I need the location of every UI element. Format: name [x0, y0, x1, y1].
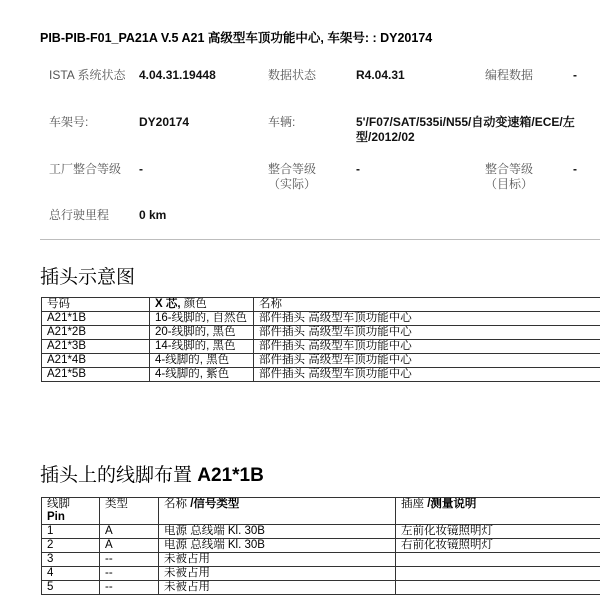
pin-layout-heading-connector: A21*1B [197, 465, 264, 486]
header-socket-note [396, 498, 600, 525]
data-status-value: R4.04.31 [356, 68, 405, 82]
table-row [42, 312, 600, 326]
header-colour-text: 颜色 [180, 298, 207, 310]
connector-pins: 16-线脚的, 自然色 [150, 312, 254, 326]
pin-layout-heading [40, 460, 264, 487]
pin-number: 5 [42, 581, 100, 595]
mileage-value: 0 km [139, 208, 167, 222]
table-row [42, 340, 600, 354]
table-row [42, 539, 600, 553]
mileage-label: 总行驶里程 [49, 208, 110, 222]
header-pin-cn: 线脚 [47, 498, 70, 510]
pin-name: 电源 总线端 Kl. 30B [159, 539, 396, 553]
pin-note: 左前化妆镜照明灯 [396, 525, 600, 539]
pin-number: 2 [42, 539, 100, 553]
connector-pins: 4-线脚的, 紫色 [150, 368, 254, 382]
table-row [42, 368, 600, 382]
pin-type: -- [100, 567, 159, 581]
connector-pins: 20-线脚的, 黑色 [150, 326, 254, 340]
connector-overview-heading: 插头示意图 [40, 267, 136, 288]
table-header-row [42, 498, 600, 525]
connector-number: A21*2B [42, 326, 150, 340]
vehicle-info-block [40, 55, 600, 240]
vehicle-label: 车辆: [268, 115, 296, 129]
programming-data-value: - [573, 68, 577, 82]
pin-number: 4 [42, 567, 100, 581]
vehicle-value: 5'/F07/SAT/535i/N55/自动变速箱/ECE/左型/2012/02 [356, 115, 575, 144]
header-socket-text: 插座 [401, 498, 428, 510]
pin-type: A [100, 525, 159, 539]
pin-name: 电源 总线端 Kl. 30B [159, 525, 396, 539]
header-signal-text: /信号类型 [190, 498, 240, 510]
pin-number: 1 [42, 525, 100, 539]
connector-name: 部件插头 高级型车顶功能中心 [254, 368, 600, 382]
header-note-text: /测量说明 [427, 498, 477, 510]
connector-pins: 4-线脚的, 黑色 [150, 354, 254, 368]
table-row [42, 553, 600, 567]
connector-number: A21*1B [42, 312, 150, 326]
header-type: 类型 [100, 498, 159, 525]
connector-pins: 14-线脚的, 黑色 [150, 340, 254, 354]
pin-note [396, 581, 600, 595]
vin-value: DY20174 [139, 115, 190, 129]
factory-level-value: - [139, 162, 143, 176]
table-row [42, 354, 600, 368]
connector-name: 部件插头 高级型车顶功能中心 [254, 354, 600, 368]
document-title: PIB-PIB-F01_PA21A V.5 A21 高级型车顶功能中心, 车架号: : DY20174 [40, 31, 433, 45]
table-row [42, 525, 600, 539]
pin-name: 未被占用 [159, 567, 396, 581]
target-level-value: - [573, 162, 577, 176]
connector-number: A21*4B [42, 354, 150, 368]
pin-type: -- [100, 581, 159, 595]
header-number: 号码 [42, 298, 150, 312]
pin-type: -- [100, 553, 159, 567]
pin-number: 3 [42, 553, 100, 567]
header-pin [42, 498, 100, 525]
table-row [42, 326, 600, 340]
programming-data-label: 编程数据 [485, 68, 534, 82]
pin-note [396, 553, 600, 567]
header-name: 名称 [254, 298, 600, 312]
table-row [42, 567, 600, 581]
connector-overview-table [41, 297, 600, 382]
pin-layout-heading-text: 插头上的线脚布置 [40, 465, 198, 486]
factory-level-label: 工厂整合等级 [49, 162, 122, 176]
connector-number: A21*5B [42, 368, 150, 382]
ista-version-value: 4.04.31.19448 [139, 68, 216, 82]
connector-name: 部件插头 高级型车顶功能中心 [254, 326, 600, 340]
header-name-signal [159, 498, 396, 525]
header-pins-colour [150, 298, 254, 312]
connector-name: 部件插头 高级型车顶功能中心 [254, 340, 600, 354]
table-header-row [42, 298, 600, 312]
connector-number: A21*3B [42, 340, 150, 354]
pin-type: A [100, 539, 159, 553]
pin-name: 未被占用 [159, 553, 396, 567]
actual-level-label: 整合等级（实际） [268, 162, 317, 191]
header-pin-en: Pin [47, 511, 65, 523]
target-level-label: 整合等级（目标） [485, 162, 534, 191]
data-status-label: 数据状态 [268, 68, 317, 82]
connector-name: 部件插头 高级型车顶功能中心 [254, 312, 600, 326]
table-row [42, 581, 600, 595]
header-pins-bold: X 芯, [155, 298, 181, 310]
vin-label: 车架号: [49, 115, 89, 129]
pin-name: 未被占用 [159, 581, 396, 595]
header-name-text: 名称 [164, 498, 191, 510]
pin-note [396, 567, 600, 581]
pin-note: 右前化妆镜照明灯 [396, 539, 600, 553]
actual-level-value: - [356, 162, 360, 176]
pin-layout-table [41, 497, 600, 595]
ista-version-label: ISTA 系统状态 [49, 68, 126, 82]
